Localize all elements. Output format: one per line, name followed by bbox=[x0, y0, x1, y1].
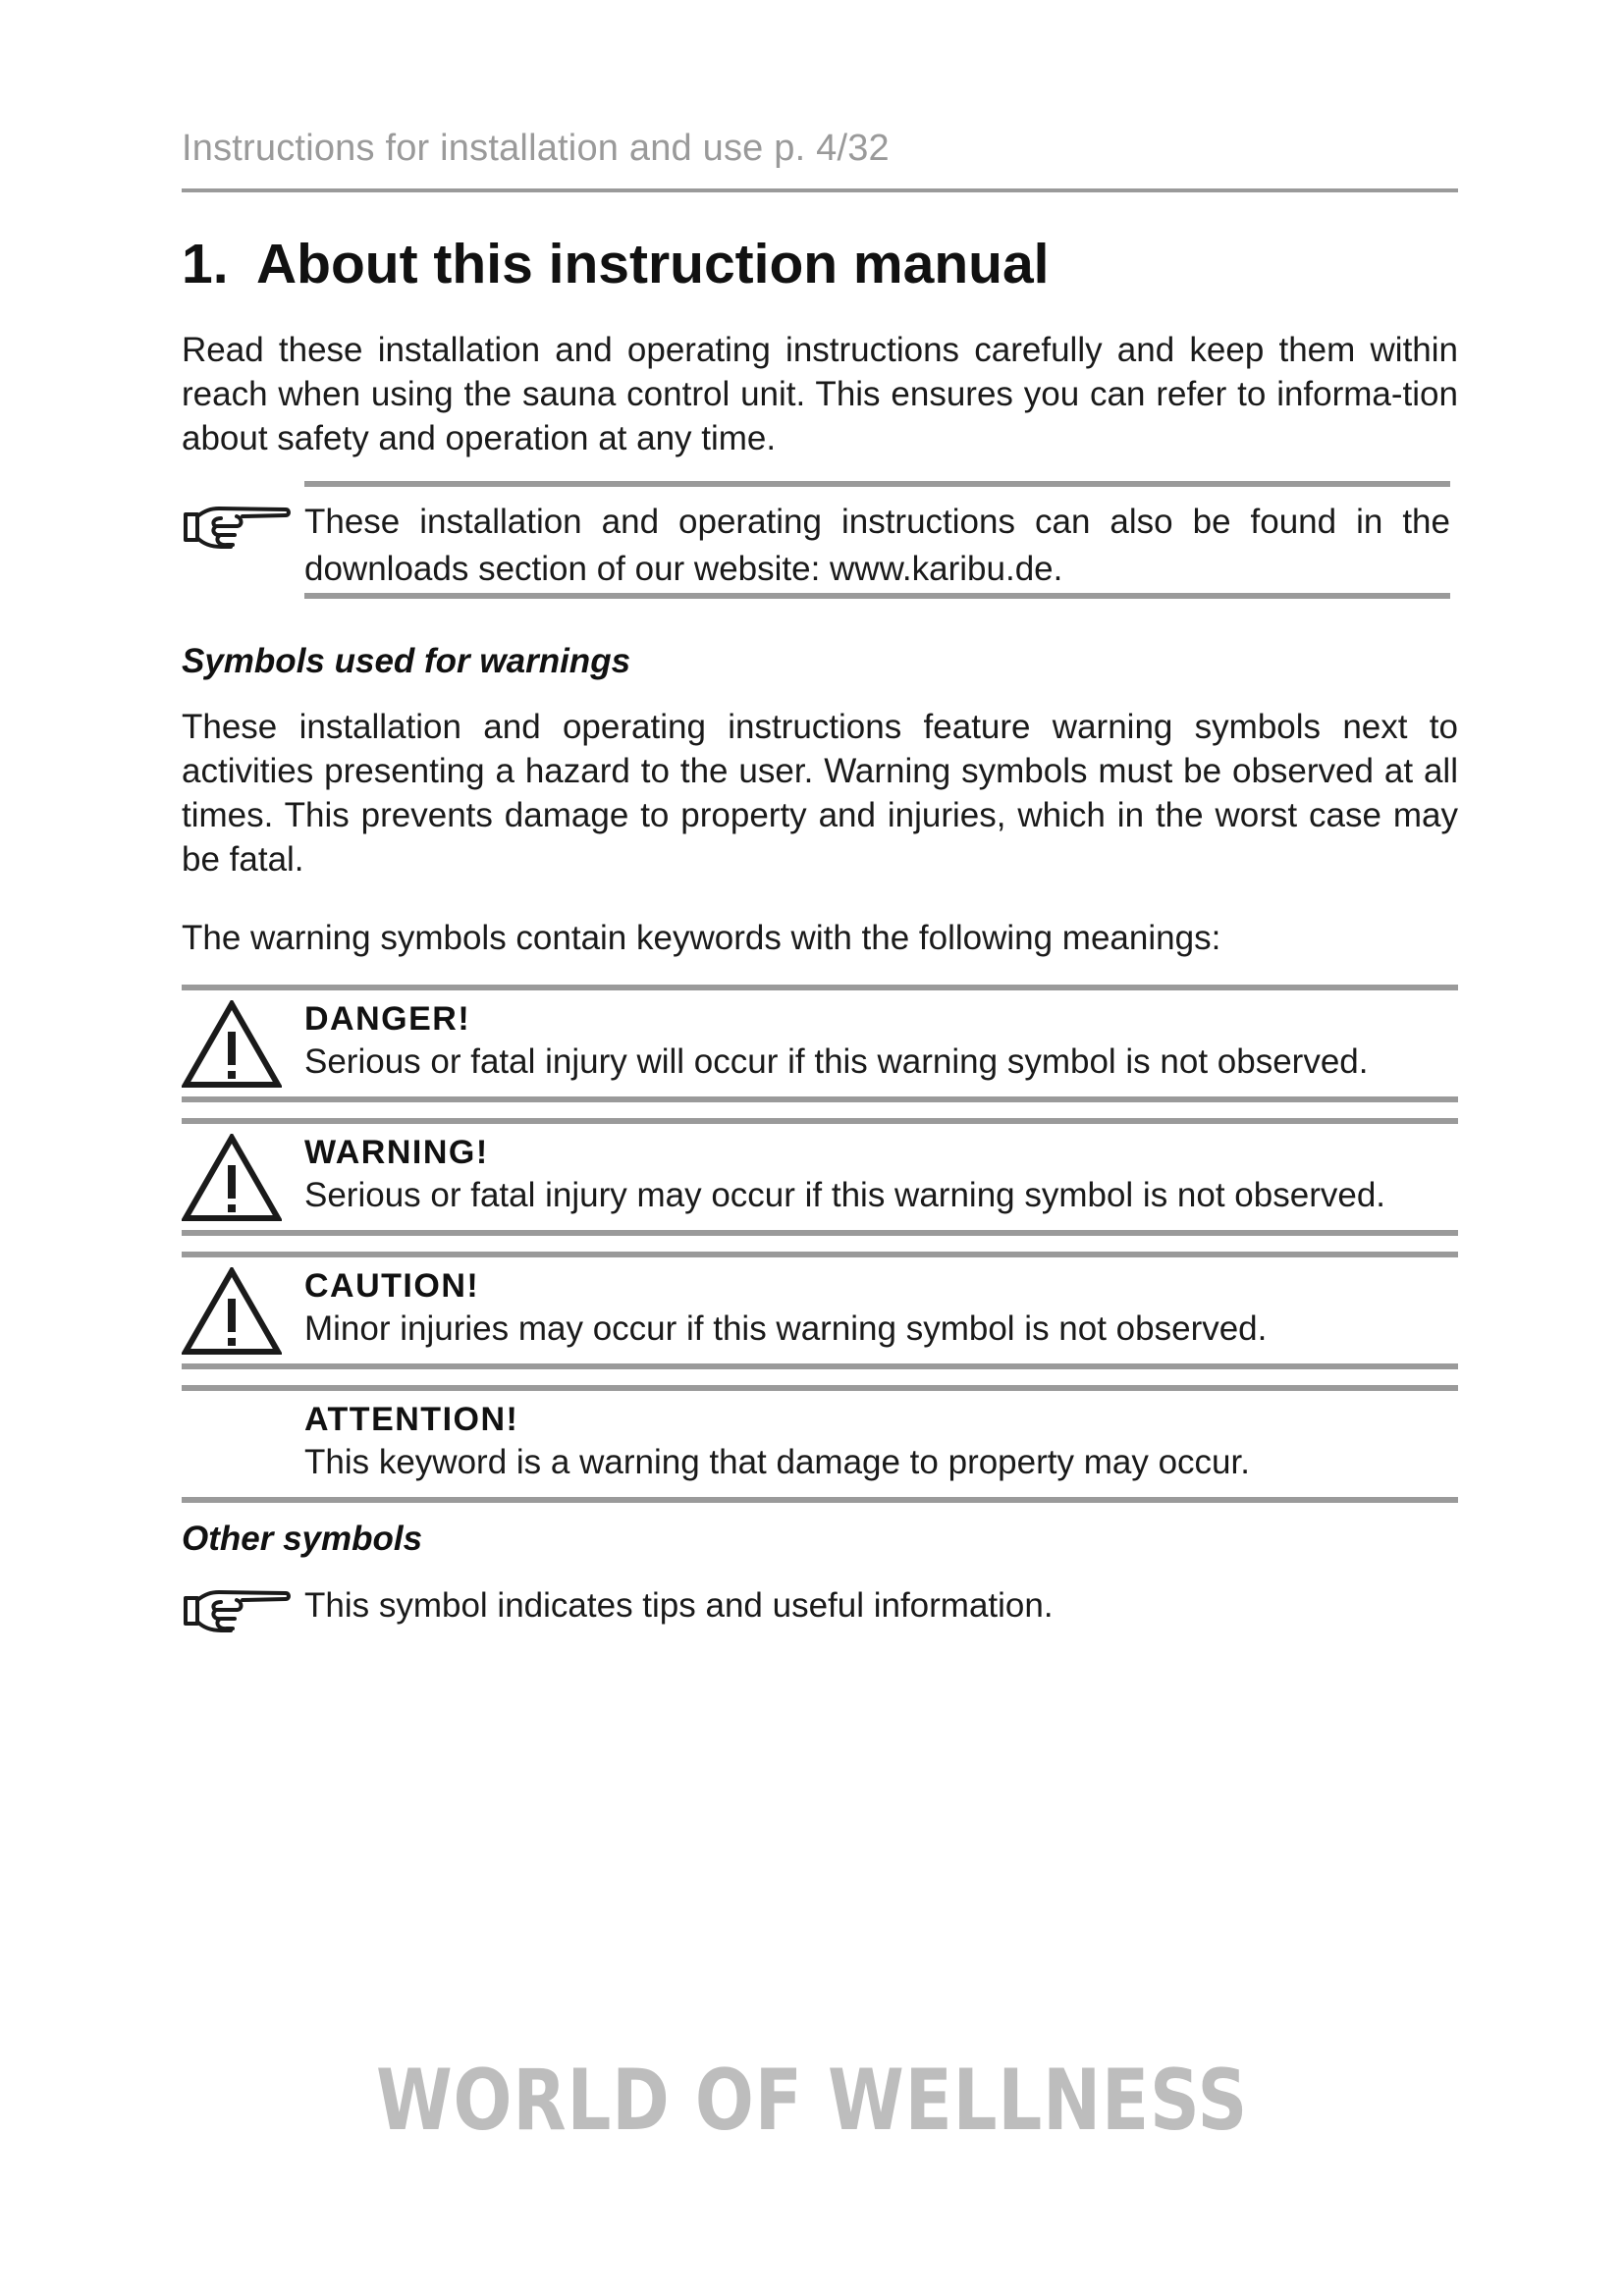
warning-keyword: WARNING! bbox=[304, 1134, 489, 1171]
other-symbols-description: This symbol indicates tips and useful information. bbox=[304, 1586, 1054, 1625]
warning-list bbox=[182, 985, 1458, 1519]
warning-triangle-icon bbox=[182, 1000, 282, 1089]
page-header bbox=[182, 128, 1458, 192]
warning-rule-top bbox=[182, 985, 1458, 990]
warning-rule-bottom bbox=[182, 1096, 1458, 1102]
warning-description: This keyword is a warning that damage to property may occur. bbox=[304, 1443, 1250, 1481]
warning-description: Serious or fatal injury will occur if this warning symbol is not observed. bbox=[304, 1042, 1369, 1081]
warnings-intro-line: The warning symbols contain keywords with the following meanings: bbox=[182, 919, 1221, 957]
running-title: Instructions for installation and use p. 4/32 bbox=[182, 128, 890, 169]
note-box bbox=[182, 481, 1458, 599]
warning-description: Serious or fatal injury may occur if this warning symbol is not observed. bbox=[304, 1176, 1386, 1214]
other-symbols-heading: Other symbols bbox=[182, 1520, 423, 1558]
warning-rule-top bbox=[182, 1118, 1458, 1124]
intro-paragraph: Read these installation and operating instructions carefully and keep them within reach when using the sauna control unit. This ensures you can refer to informa-tion about safety and operation at any time. bbox=[182, 331, 1458, 457]
warning-item-caution bbox=[182, 1252, 1458, 1369]
warning-item-danger bbox=[182, 985, 1458, 1102]
warning-item-warning bbox=[182, 1118, 1458, 1236]
warning-triangle-icon bbox=[182, 1134, 282, 1222]
other-symbols-row bbox=[182, 1580, 1458, 1639]
warning-item-attention bbox=[182, 1385, 1458, 1503]
chapter-title bbox=[182, 232, 1050, 296]
warning-rule-bottom bbox=[182, 1363, 1458, 1369]
header-rule bbox=[182, 188, 1458, 192]
warning-keyword: CAUTION! bbox=[304, 1267, 480, 1305]
warnings-heading: Symbols used for warnings bbox=[182, 642, 631, 680]
warning-keyword: DANGER! bbox=[304, 1000, 471, 1038]
footer-brand-logo: WORLD OF WELLNESS bbox=[375, 2052, 1249, 2150]
warning-keyword: ATTENTION! bbox=[304, 1401, 519, 1438]
warning-rule-bottom bbox=[182, 1497, 1458, 1503]
warning-rule-top bbox=[182, 1252, 1458, 1257]
warning-rule-top bbox=[182, 1385, 1458, 1391]
note-rule-top bbox=[304, 481, 1450, 487]
note-text: These installation and operating instructions can also be found in the downloads section of our website: www.karibu.de. bbox=[304, 503, 1450, 588]
pointing-hand-icon bbox=[182, 1584, 292, 1635]
note-rule-bottom bbox=[304, 593, 1450, 599]
warning-triangle-icon bbox=[182, 1267, 282, 1356]
warning-description: Minor injuries may occur if this warning symbol is not observed. bbox=[304, 1309, 1268, 1348]
chapter-number: 1. bbox=[182, 233, 229, 295]
warnings-paragraph: These installation and operating instructions feature warning symbols next to activities presenting a hazard to the user. Warning symbols must be observed at all times. This prevents damage to property and injuries, which in the worst case may be fatal. bbox=[182, 708, 1458, 879]
warning-rule-bottom bbox=[182, 1230, 1458, 1236]
pointing-hand-icon bbox=[182, 501, 292, 552]
chapter-title-text: About this instruction manual bbox=[256, 233, 1050, 295]
